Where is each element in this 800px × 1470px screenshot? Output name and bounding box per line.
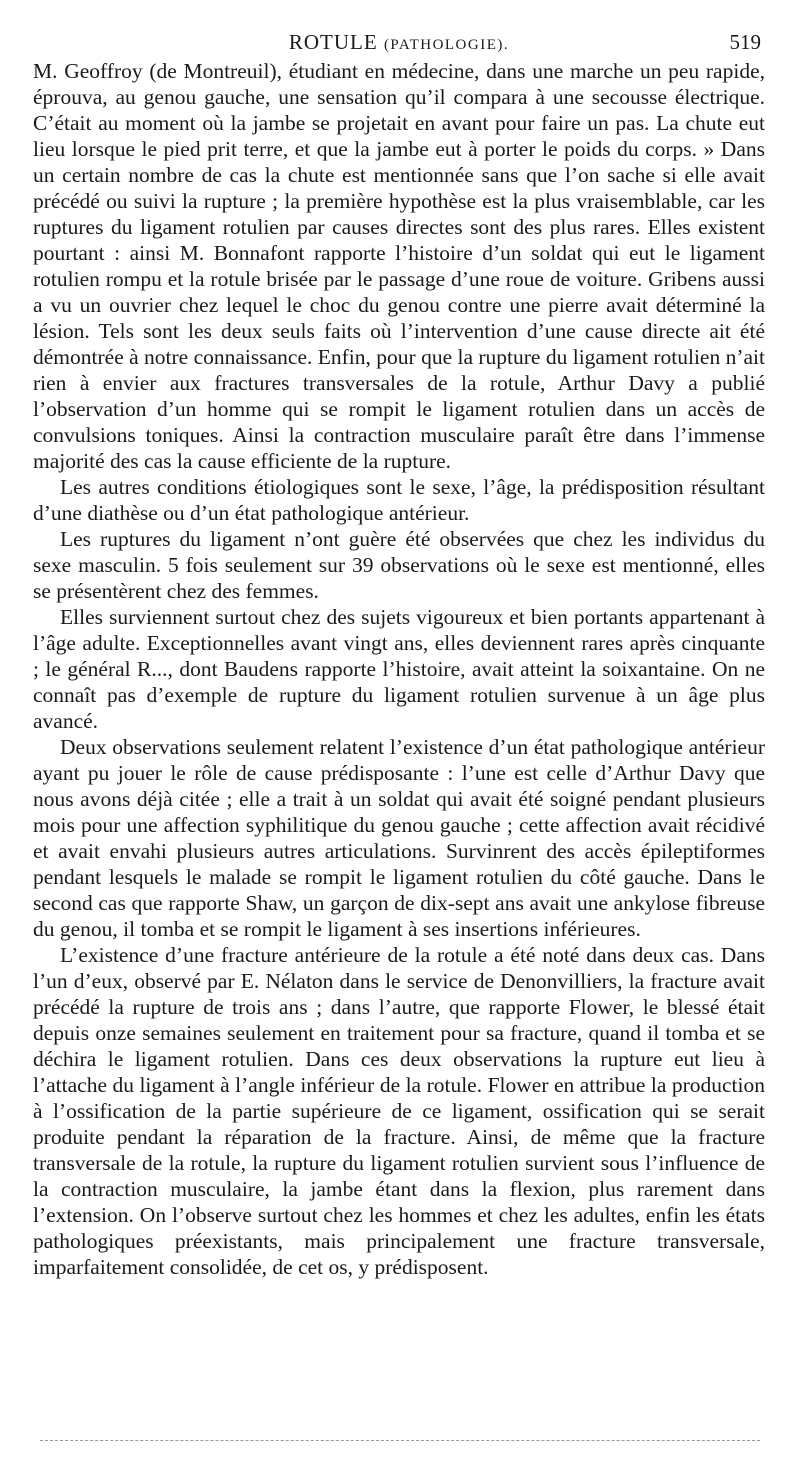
paragraph-5: Deux observations seulement relatent l’existence d’un état pathologique antérieur ayant pu jouer le rôle de cause prédisposante : l’une est celle d’Arthur Davy que nous avons déjà citée ; elle a trait à un soldat qui avait été soigné pendant plusieurs mois pour une affection syphilitique du genou gauche ; cette affection avait récidivé et avait envahi plusieurs autres articulations. Survinrent des accès épileptiformes pendant lesquels le malade se rompit le ligament rotulien du côté gauche. Dans le second cas que rapporte Shaw, un garçon de dix-sept ans avait une ankylose fibreuse du genou, il tomba et se rompit le ligament à ses insertions inférieures. (33, 735, 765, 941)
running-header (33, 24, 765, 58)
paragraph-4: Elles surviennent surtout chez des sujets vigoureux et bien portants appartenant à l’âge adulte. Exceptionnelles avant vingt ans, elles deviennent rares après cinquante ; le général R..., dont Baudens rapporte l’histoire, avait atteint la soixantaine. On ne connaît pas d’exemple de rupture du ligament rotulien survenue à un âge plus avancé. (33, 605, 765, 733)
paragraph-2: Les autres conditions étiologiques sont le sexe, l’âge, la prédisposition résultant d’une diathèse ou d’un état pathologique antérieur. (33, 475, 765, 525)
paragraph-1: M. Geoffroy (de Montreuil), étudiant en médecine, dans une marche un peu rapide, éprouva, au genou gauche, une sensation qu’il compara à une secousse électrique. C’était au moment où la jambe se projetait en avant pour faire un pas. La chute eut lieu lorsque le pied prit terre, et que la jambe eut à porter le poids du corps. » Dans un certain nombre de cas la chute est mentionnée sans que l’on sache si elle avait précédé ou suivi la rupture ; la première hypothèse est la plus vraisemblable, car les ruptures du ligament rotulien par causes directes sont des plus rares. Elles existent pourtant : ainsi M. Bonnafont rapporte l’histoire d’un soldat qui eut le ligament rotulien rompu et la rotule brisée par le passage d’une roue de voiture. Gribens aussi a vu un ouvrier chez lequel le choc du genou contre une pierre avait déterminé la lésion. Tels sont les deux seuls faits où l’intervention d’une cause directe ait été démontrée à notre connaissance. Enfin, pour que la rupture du ligament rotulien n’ait rien à envier aux fractures transversales de la rotule, Arthur Davy a publié l’observation d’un homme qui se rompit le ligament rotulien dans un accès de convulsions toniques. Ainsi la contraction musculaire paraît être dans l’immense majorité des cas la cause efficiente de la rupture. (33, 59, 765, 473)
paragraph-3: Les ruptures du ligament n’ont guère été observées que chez les individus du sexe masculin. 5 fois seulement sur 39 observations où le sexe est mentionné, elles se présentèrent chez des femmes. (33, 527, 765, 603)
book-page (33, 24, 765, 1280)
page-number: 519 (729, 30, 761, 54)
bottom-scan-rule (40, 1440, 760, 1441)
running-title (33, 30, 765, 55)
running-title-main: ROTULE (288, 30, 378, 54)
running-title-subtitle: (PATHOLOGIE). (383, 37, 510, 53)
paragraph-6: L’existence d’une fracture antérieure de la rotule a été noté dans deux cas. Dans l’un d’eux, observé par E. Nélaton dans le service de Denonvilliers, la fracture avait précédé la rupture de trois ans ; dans l’autre, que rapporte Flower, le blessé était depuis onze semaines seulement en traitement pour sa fracture, quand il tomba et se déchira le ligament rotulien. Dans ces deux observations la rupture eut lieu à l’attache du ligament à l’angle inférieur de la rotule. Flower en attribue la production à l’ossification de la partie supérieure de ce ligament, ossification qui se serait produite pendant la réparation de la fracture. Ainsi, de même que la fracture transversale de la rotule, la rupture du ligament rotulien survient sous l’influence de la contraction musculaire, la jambe étant dans la flexion, plus rarement dans l’extension. On l’observe surtout chez les hommes et chez les adultes, enfin les états pathologiques préexistants, mais principalement une fracture transversale, imparfaitement consolidée, de cet os, y prédisposent. (33, 943, 765, 1279)
body-text (33, 58, 765, 1280)
